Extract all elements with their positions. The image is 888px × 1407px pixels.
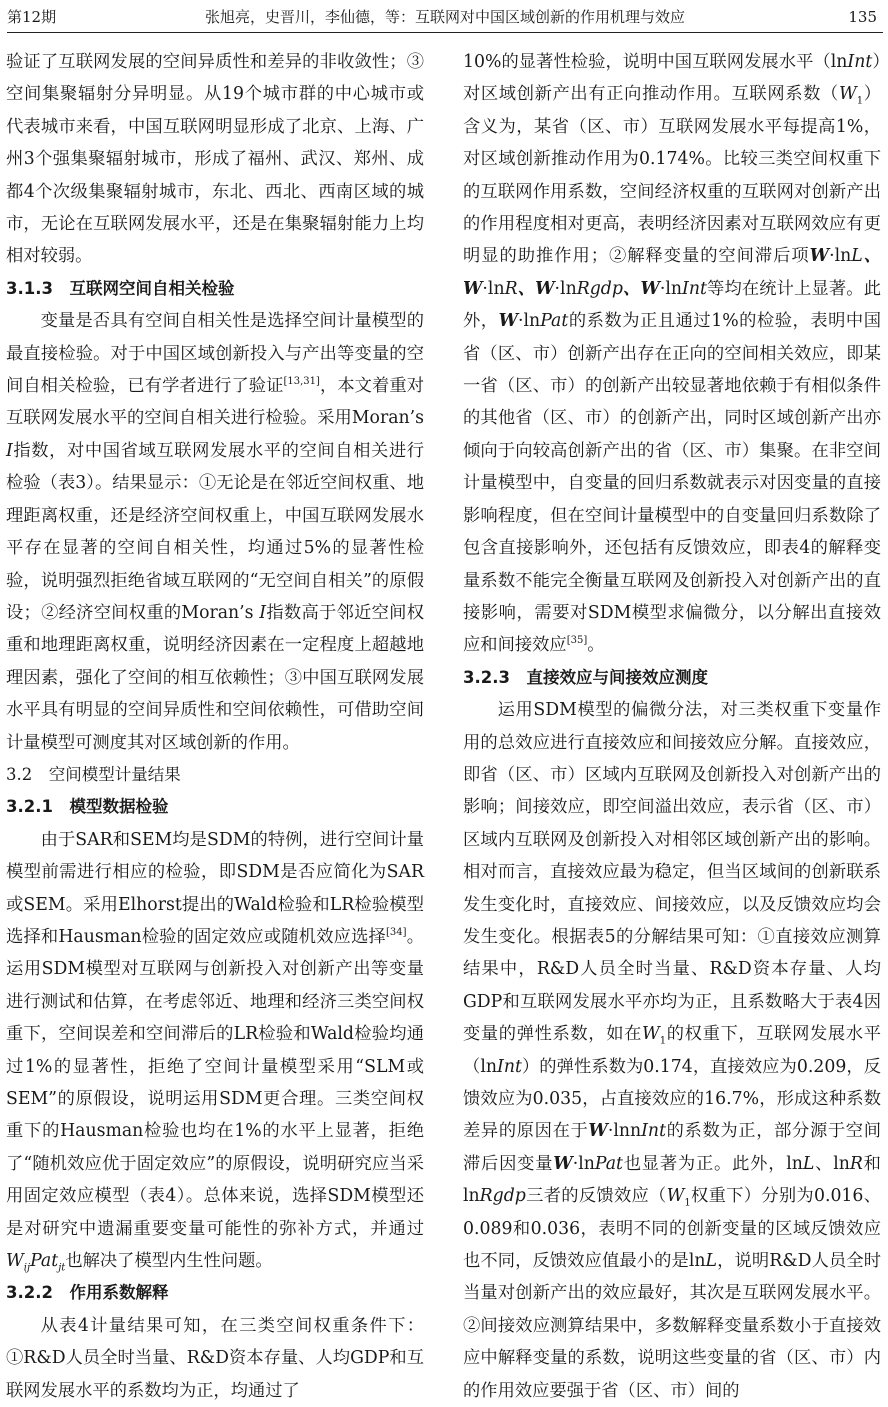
page-number: 135	[848, 8, 877, 26]
running-title: 张旭亮，史晋川，李仙德，等：互联网对中国区域创新的作用机理与效应	[204, 8, 685, 26]
paragraph-coefficient: 从表4计量结果可知，在三类空间权重条件下：①R&D人员全时当量、R&D资本存量、人均GDP和互联网发展水平的系数均为正，均通过了	[6, 1315, 424, 1401]
citation: [34]	[386, 927, 407, 939]
section-heading-3-2-1: 3.2.1 模型数据检验	[6, 797, 169, 817]
citation: [35]	[566, 635, 588, 647]
paragraph-spatial-autocorrelation: 变量是否具有空间自相关性是选择空间计量模型的最直接检验。对于中国区域创新投入与产出等变量的空间自相关检验，已有学者进行了验证[13,31]，本文着重对互联网发展水平的空间自相关进行检验。采用Moran’s I指数，对中国省域互联网发展水平的空间自相关进行检验（表3）。结果显示：①无论是在邻近空间权重、地理距离权重，还是经济空间权重上，中国互联网发展水平存在显著的空间自相关性，均通过5%的显著性检验，说明强烈拒绝省域互联网的“无空间自相关”的原假设；②经济空间权重的Moran’s I指数高于邻近空间权重和地理距离权重，说明经济因素在一定程度上超越地理因素，强化了空间的相互依赖性；③中国互联网发展水平具有明显的空间异质性和空间依赖性，可借助空间计量模型可测度其对区域创新的作用。	[6, 311, 424, 753]
section-heading-3-2: 3.2 空间模型计量结果	[6, 764, 181, 784]
section-heading-3-2-2: 3.2.2 作用系数解释	[6, 1283, 169, 1303]
citation: [13,31]	[283, 376, 320, 388]
issue-number: 第12期	[7, 8, 57, 26]
paragraph-direct-indirect-effect: 运用SDM模型的偏微分法，对三类权重下变量作用的总效应进行直接效应和间接效应分解。直接效应，即省（区、市）区域内互联网及创新投入对创新产出的影响；间接效应，即空间溢出效应，表示省（区、市）区域内互联网及创新投入对相邻区域创新产出的影响。相对而言，直接效应最为稳定，但当区域间的创新联系发生变化时，直接效应、间接效应，以及反馈效应均会发生变化。根据表5的分解结果可知：①直接效应测算结果中，R&D人员全时当量、R&D资本存量、人均GDP和互联网发展水平亦均为正，且系数略大于表4因变量的弹性系数，如在$W_1$的权重下，互联网发展水平（lnInt）的弹性系数为0.174，直接效应为0.209，反馈效应为0.035，占直接效应的16.7%，形成这种系数差异的原因在于W·lnnInt的系数为正，部分源于空间滞后因变量W·lnPat也显著为正。此外，lnL、lnR和lnRgdp三者的反馈效应（$W_1$权重下）分别为0.016、0.089和0.036，表明不同的创新变量的区域反馈效应也不同，反馈效应值最小的是lnL，说明R&D人员全时当量对创新产出的效应最好，其次是互联网发展水平。②间接效应测算结果中，多数解释变量系数小于直接效应中解释变量的系数，说明这些变量的省（区、市）内的作用效应要强于省（区、市）间的	[463, 700, 881, 1401]
paragraph-coefficient-continued: 10%的显著性检验，说明中国互联网发展水平（lnInt）对区域创新产出有正向推动作用。互联网系数$(W_1)$含义为，某省（区、市）互联网发展水平每提高1%，对区域创新推动作用为0.174%。比较三类空间权重下的互联网作用系数，空间经济权重的互联网对创新产出的作用程度相对更高，表明经济因素对互联网效应有更明显的助推作用；②解释变量的空间滞后项W·lnL、W·lnR、W·lnRgdp、W·lnInt等均在统计上显著。此外，W·lnPat的系数为正且通过1%的检验，表明中国省（区、市）创新产出存在正向的空间相关效应，即某一省（区、市）的创新产出较显著地依赖于有相似条件的其他省（区、市）的创新产出，同时区域创新产出亦倾向于向较高创新产出的省（区、市）集聚。在非空间计量模型中，自变量的回归系数就表示对因变量的直接影响程度，但在空间计量模型中的自变量回归系数除了包含直接影响外，还包括有反馈效应，即表4的解释变量系数不能完全衡量互联网及创新投入对创新产出的直接影响，需要对SDM模型求偏微分，以分解出直接效应和间接效应[35]。	[463, 52, 881, 656]
running-header	[7, 6, 883, 33]
section-heading-3-2-3: 3.2.3 直接效应与间接效应测度	[463, 667, 708, 687]
left-column	[6, 46, 424, 1407]
right-column	[463, 46, 881, 1407]
section-heading-3-1-3: 3.1.3 互联网空间自相关检验	[6, 278, 235, 298]
paragraph-model-test: 由于SAR和SEM均是SDM的特例，进行空间计量模型前需进行相应的检验，即SDM是否应简化为SAR或SEM。采用Elhorst提出的Wald检验和LR检验模型选择和Hausman检验的固定效应或随机效应选择[34]。运用SDM模型对互联网与创新投入对创新产出等变量进行测试和估算，在考虑邻近、地理和经济三类空间权重下，空间误差和空间滞后的LR检验和Wald检验均通过1%的显著性，拒绝了空间计量模型采用“SLM或SEM”的原假设，说明运用SDM更合理。三类空间权重下的Hausman检验也均在1%的水平上显著，拒绝了“随机效应优于固定效应”的原假设，说明研究应当采用固定效应模型（表4）。总体来说，选择SDM模型还是对研究中遗漏重要变量可能性的弥补方式，并通过$W_{ij}Pat_{jt}$也解决了模型内生性问题。	[6, 829, 424, 1274]
paragraph-continued: 验证了互联网发展的空间异质性和差异的非收敛性；③空间集聚辐射分异明显。从19个城市群的中心城市或代表城市来看，中国互联网明显形成了北京、上海、广州3个强集聚辐射城市，形成了福州、武汉、郑州、成都4个次级集聚辐射城市，东北、西北、西南区域的城市，无论在互联网发展水平，还是在集聚辐射能力上均相对较弱。	[6, 52, 424, 267]
